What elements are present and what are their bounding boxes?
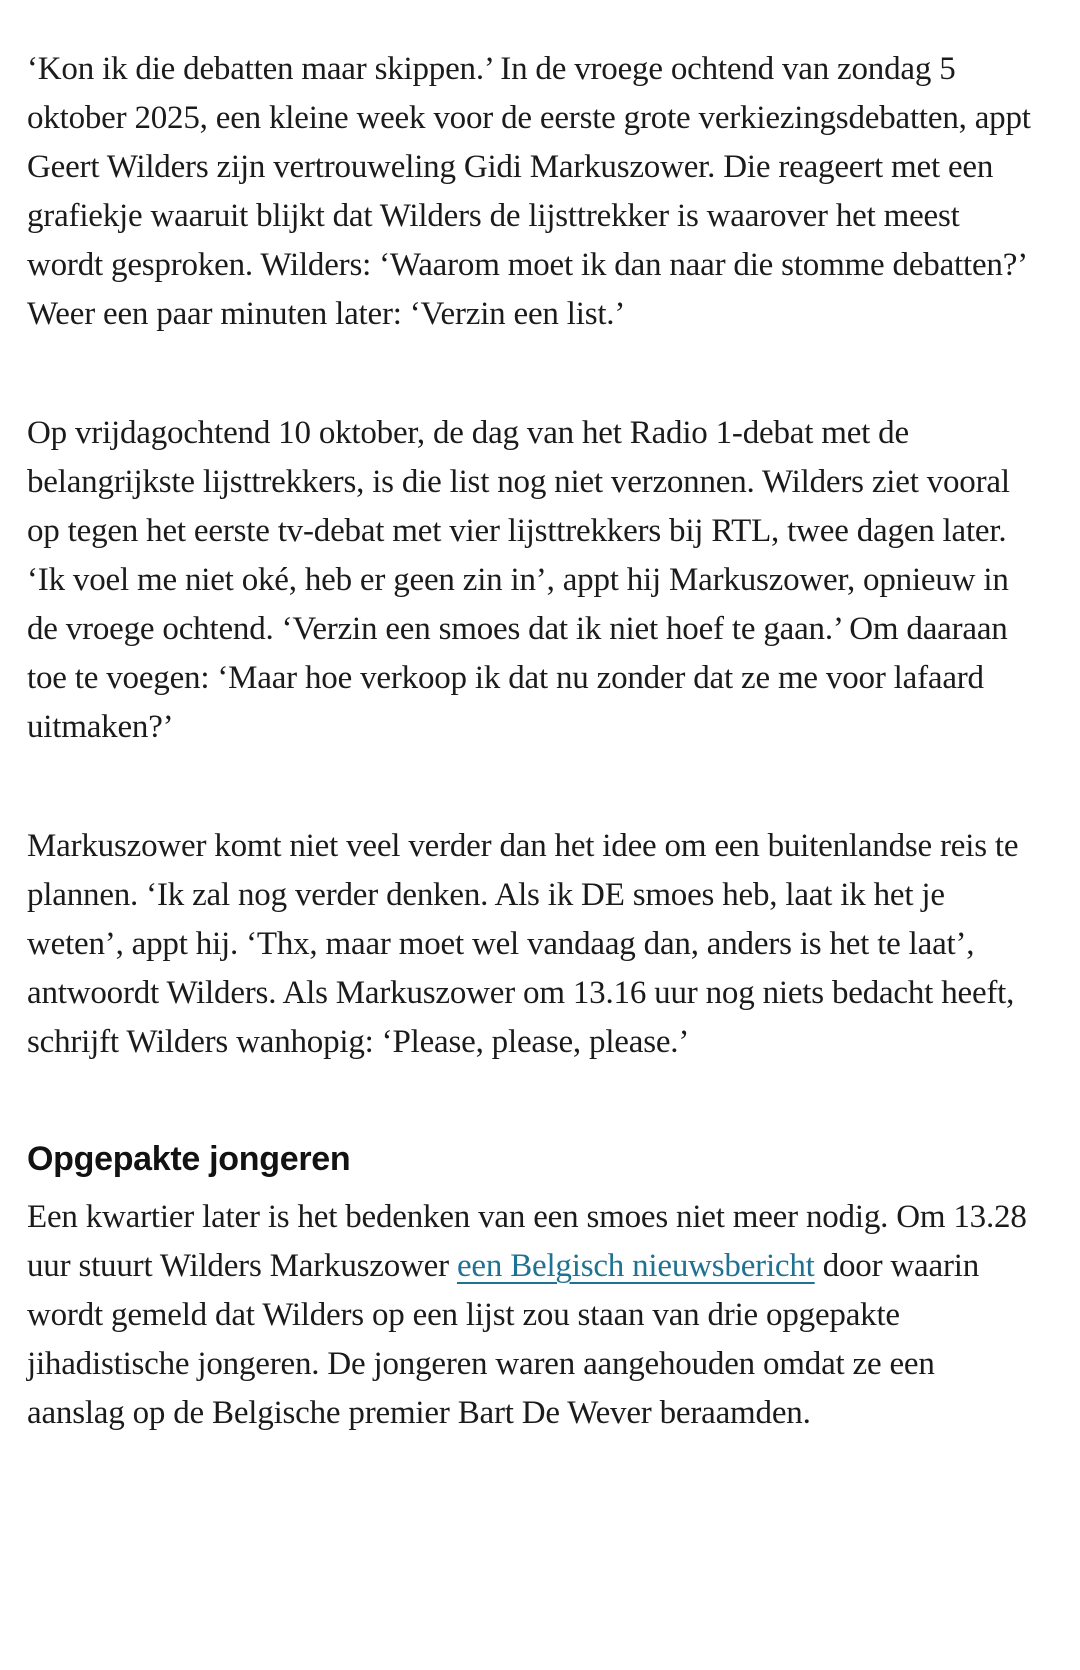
- section-heading-opgepakte-jongeren: Opgepakte jongeren: [27, 1140, 351, 1178]
- paragraph-belgisch-nieuwsbericht: [27, 1193, 1032, 1438]
- paragraph-text-before-link: Een kwartier later is het bedenken van een smoes niet meer nodig. Om 13.28 uur stuurt Wilders Markuszower: [27, 1199, 1027, 1284]
- paragraph-smoes: Markuszower komt niet veel verder dan het idee om een buitenlandse reis te plannen. ‘Ik zal nog verder denken. Als ik DE smoes heb, laat ik het je weten’, appt hij. ‘Thx, maar moet wel vandaag dan, anders is het te laat’, antwoordt Wilders. Als Markuszower om 13.16 uur nog niets bedacht heeft, schrijft Wilders wanhopig: ‘Please, please, please.’: [27, 828, 1019, 1060]
- paragraph-radio-debat: Op vrijdagochtend 10 oktober, de dag van het Radio 1-debat met de belangrijkste lijsttrekkers, is die list nog niet verzonnen. Wilders ziet vooral op tegen het eerste tv-debat met vier lijsttrekkers bij RTL, twee dagen later. ‘Ik voel me niet oké, heb er geen zin in’, appt hij Markuszower, opnieuw in de vroege ochtend. ‘Verzin een smoes dat ik niet hoef te gaan.’ Om daaraan toe te voegen: ‘Maar hoe verkoop ik dat nu zonder dat ze me voor lafaard uitmaken?’: [27, 415, 1010, 745]
- paragraph-text-after-link: door waarin wordt gemeld dat Wilders op een lijst zou staan van drie opgepakte jihadistische jongeren. De jongeren waren aangehouden omdat ze een aanslag op de Belgische premier Bart De Wever beraamden.: [27, 1248, 980, 1431]
- paragraph-intro: ‘Kon ik die debatten maar skippen.’ In de vroege ochtend van zondag 5 oktober 2025, een kleine week voor de eerste grote verkiezingsdebatten, appt Geert Wilders zijn vertrouweling Gidi Markuszower. Die reageert met een grafiekje waaruit blijkt dat Wilders de lijsttrekker is waarover het meest wordt gesproken. Wilders: ‘Waarom moet ik dan naar die stomme debatten?’ Weer een paar minuten later: ‘Verzin een list.’: [27, 51, 1031, 332]
- belgian-news-link[interactable]: een Belgisch nieuwsbericht: [456, 1248, 815, 1284]
